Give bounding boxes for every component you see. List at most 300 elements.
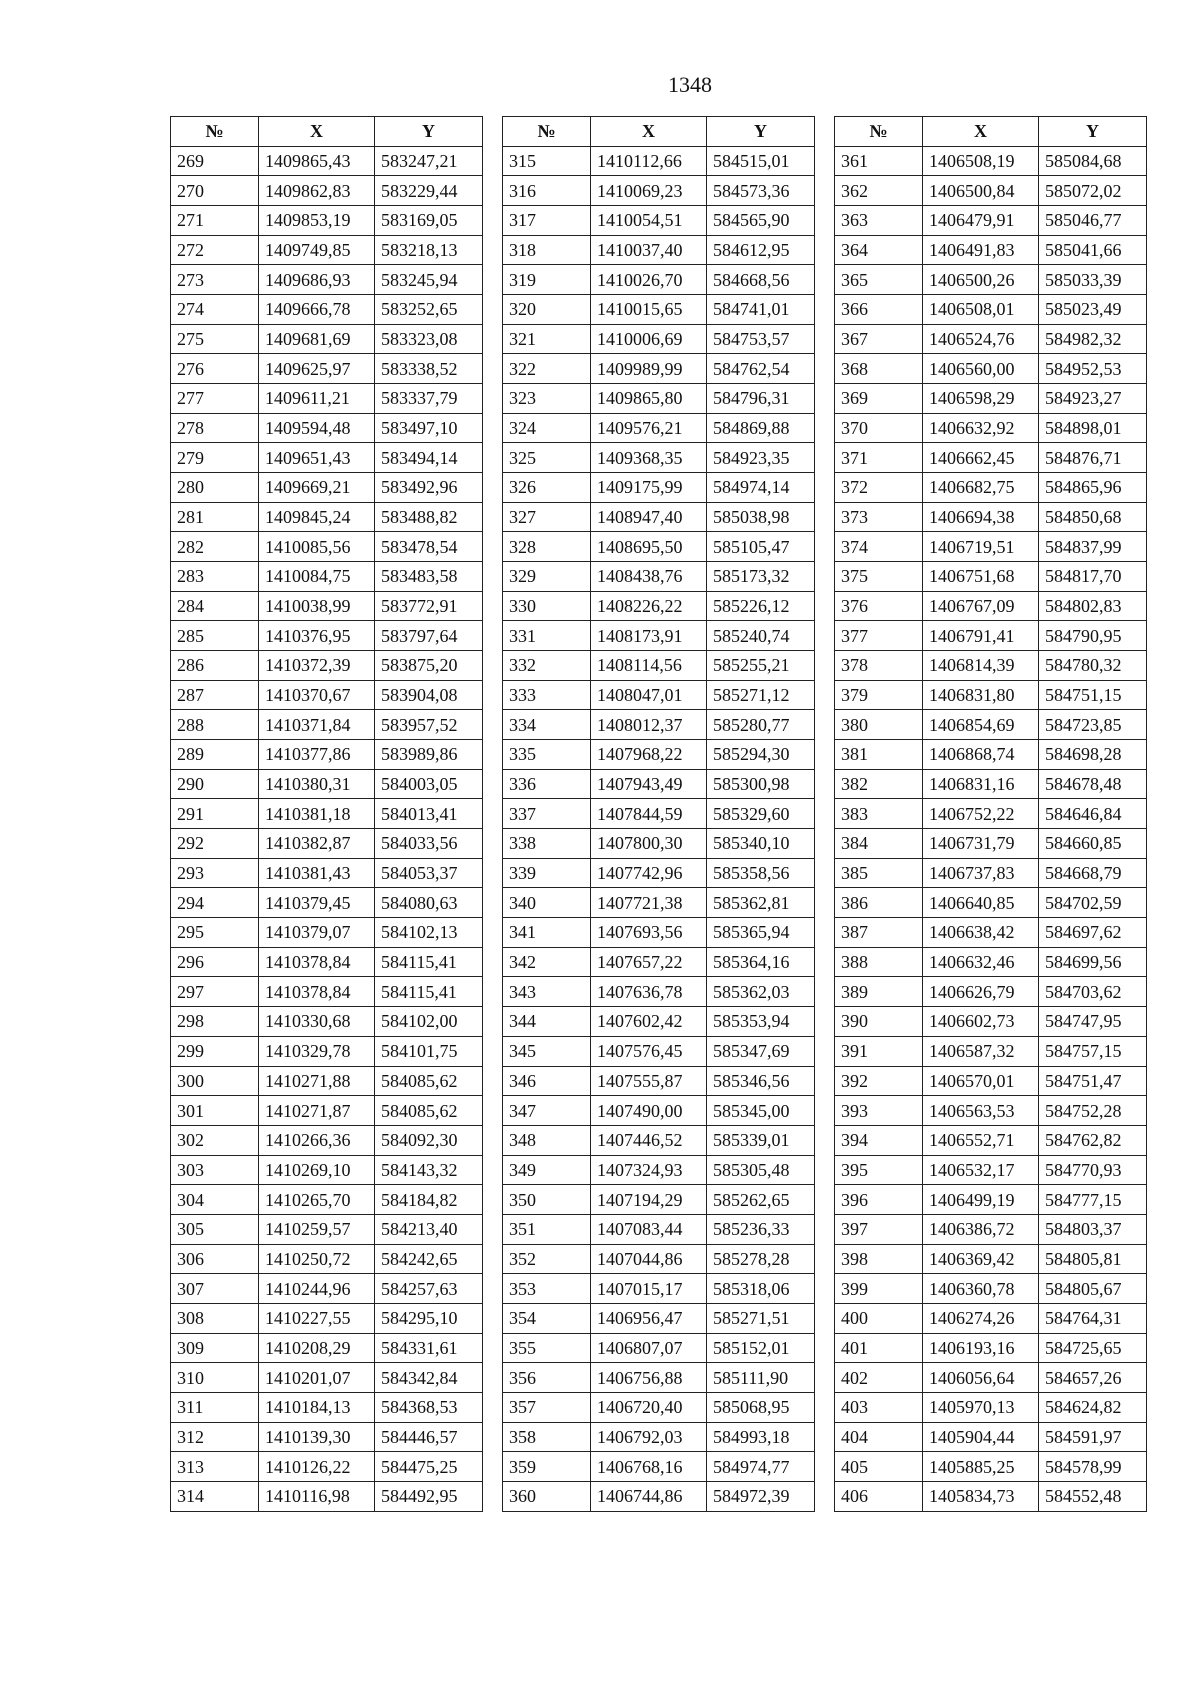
- cell-x: 1406500,26: [923, 265, 1039, 295]
- table-row: [171, 1392, 483, 1422]
- cell-number: 377: [835, 621, 923, 651]
- table-row: [171, 1333, 483, 1363]
- table-row: [171, 1185, 483, 1215]
- cell-number: 319: [503, 265, 591, 295]
- table-row: [171, 443, 483, 473]
- cell-x: 1407742,96: [591, 858, 707, 888]
- cell-x: 1410330,68: [259, 1007, 375, 1037]
- cell-y: 584837,99: [1039, 532, 1147, 562]
- table-row: [171, 621, 483, 651]
- table-row: [503, 1096, 815, 1126]
- cell-number: 358: [503, 1422, 591, 1452]
- cell-y: 583169,05: [375, 206, 483, 236]
- cell-number: 373: [835, 502, 923, 532]
- cell-number: 317: [503, 206, 591, 236]
- cell-x: 1407800,30: [591, 829, 707, 859]
- cell-y: 585068,95: [707, 1392, 815, 1422]
- cell-y: 584790,95: [1039, 621, 1147, 651]
- table-row: [835, 206, 1147, 236]
- cell-y: 585173,32: [707, 562, 815, 592]
- table-row: [503, 502, 815, 532]
- table-row: [835, 710, 1147, 740]
- cell-y: 584796,31: [707, 384, 815, 414]
- table-row: [171, 799, 483, 829]
- page-number: 1348: [668, 72, 712, 97]
- cell-x: 1410378,84: [259, 977, 375, 1007]
- cell-x: 1410139,30: [259, 1422, 375, 1452]
- cell-x: 1410250,72: [259, 1244, 375, 1274]
- table-row: [835, 295, 1147, 325]
- cell-y: 585041,66: [1039, 235, 1147, 265]
- cell-y: 584923,35: [707, 443, 815, 473]
- table-row: [835, 532, 1147, 562]
- cell-x: 1410126,22: [259, 1452, 375, 1482]
- cell-x: 1406767,09: [923, 591, 1039, 621]
- cell-number: 362: [835, 176, 923, 206]
- table-row: [171, 1007, 483, 1037]
- cell-y: 584752,28: [1039, 1096, 1147, 1126]
- cell-x: 1406524,76: [923, 324, 1039, 354]
- cell-number: 397: [835, 1214, 923, 1244]
- table-row: [835, 1333, 1147, 1363]
- cell-number: 296: [171, 947, 259, 977]
- cell-x: 1406626,79: [923, 977, 1039, 1007]
- cell-x: 1406792,03: [591, 1422, 707, 1452]
- cell-x: 1406632,92: [923, 413, 1039, 443]
- table-row: [835, 443, 1147, 473]
- cell-y: 584085,62: [375, 1096, 483, 1126]
- cell-x: 1406854,69: [923, 710, 1039, 740]
- cell-number: 352: [503, 1244, 591, 1274]
- table-row: [835, 829, 1147, 859]
- cell-y: 584725,65: [1039, 1333, 1147, 1363]
- cell-number: 300: [171, 1066, 259, 1096]
- cell-x: 1409749,85: [259, 235, 375, 265]
- cell-y: 584770,93: [1039, 1155, 1147, 1185]
- cell-y: 585339,01: [707, 1125, 815, 1155]
- table-row: [503, 1392, 815, 1422]
- table-row: [503, 443, 815, 473]
- cell-y: 584923,27: [1039, 384, 1147, 414]
- cell-y: 584898,01: [1039, 413, 1147, 443]
- cell-x: 1407555,87: [591, 1066, 707, 1096]
- cell-y: 584092,30: [375, 1125, 483, 1155]
- cell-y: 584876,71: [1039, 443, 1147, 473]
- cell-y: 584777,15: [1039, 1185, 1147, 1215]
- cell-y: 585033,39: [1039, 265, 1147, 295]
- table-row: [171, 1363, 483, 1393]
- table-row: [835, 354, 1147, 384]
- table-row: [171, 710, 483, 740]
- cell-number: 336: [503, 769, 591, 799]
- cell-x: 1408226,22: [591, 591, 707, 621]
- cell-y: 584972,39: [707, 1481, 815, 1511]
- table-row: [503, 1155, 815, 1185]
- table-row: [835, 888, 1147, 918]
- cell-y: 585038,98: [707, 502, 815, 532]
- cell-x: 1407844,59: [591, 799, 707, 829]
- cell-x: 1410378,84: [259, 947, 375, 977]
- cell-number: 273: [171, 265, 259, 295]
- cell-x: 1410372,39: [259, 651, 375, 681]
- table-row: [171, 888, 483, 918]
- table-row: [835, 1392, 1147, 1422]
- cell-x: 1409686,93: [259, 265, 375, 295]
- cell-x: 1406791,41: [923, 621, 1039, 651]
- cell-y: 584242,65: [375, 1244, 483, 1274]
- cell-x: 1406274,26: [923, 1303, 1039, 1333]
- cell-y: 584723,85: [1039, 710, 1147, 740]
- cell-y: 584080,63: [375, 888, 483, 918]
- cell-y: 585305,48: [707, 1155, 815, 1185]
- cell-x: 1409853,19: [259, 206, 375, 236]
- cell-x: 1410069,23: [591, 176, 707, 206]
- table-row: [503, 1422, 815, 1452]
- table-row: [171, 680, 483, 710]
- cell-number: 280: [171, 473, 259, 503]
- cell-number: 342: [503, 947, 591, 977]
- cell-number: 394: [835, 1125, 923, 1155]
- cell-x: 1410037,40: [591, 235, 707, 265]
- cell-number: 369: [835, 384, 923, 414]
- cell-x: 1406868,74: [923, 740, 1039, 770]
- header-y: Y: [375, 117, 483, 147]
- cell-y: 585023,49: [1039, 295, 1147, 325]
- cell-number: 301: [171, 1096, 259, 1126]
- cell-x: 1410038,99: [259, 591, 375, 621]
- table-row: [171, 473, 483, 503]
- table-row: [503, 710, 815, 740]
- table-row: [835, 918, 1147, 948]
- cell-number: 371: [835, 443, 923, 473]
- header-y: Y: [707, 117, 815, 147]
- cell-y: 584703,62: [1039, 977, 1147, 1007]
- cell-y: 585362,81: [707, 888, 815, 918]
- table-row: [171, 532, 483, 562]
- table-row: [171, 591, 483, 621]
- cell-y: 584699,56: [1039, 947, 1147, 977]
- cell-number: 374: [835, 532, 923, 562]
- cell-number: 401: [835, 1333, 923, 1363]
- table-row: [503, 473, 815, 503]
- cell-y: 584331,61: [375, 1333, 483, 1363]
- cell-x: 1408047,01: [591, 680, 707, 710]
- cell-x: 1406056,64: [923, 1363, 1039, 1393]
- table-row: [503, 621, 815, 651]
- cell-number: 329: [503, 562, 591, 592]
- cell-x: 1407602,42: [591, 1007, 707, 1037]
- cell-x: 1410015,65: [591, 295, 707, 325]
- cell-number: 288: [171, 710, 259, 740]
- cell-number: 375: [835, 562, 923, 592]
- cell-number: 354: [503, 1303, 591, 1333]
- table-row: [835, 1007, 1147, 1037]
- cell-number: 308: [171, 1303, 259, 1333]
- cell-x: 1406719,51: [923, 532, 1039, 562]
- cell-number: 372: [835, 473, 923, 503]
- cell-y: 584660,85: [1039, 829, 1147, 859]
- cell-y: 584101,75: [375, 1036, 483, 1066]
- cell-y: 585240,74: [707, 621, 815, 651]
- cell-number: 292: [171, 829, 259, 859]
- cell-number: 333: [503, 680, 591, 710]
- cell-y: 584668,56: [707, 265, 815, 295]
- table-row: [835, 858, 1147, 888]
- cell-number: 305: [171, 1214, 259, 1244]
- cell-y: 585340,10: [707, 829, 815, 859]
- cell-number: 297: [171, 977, 259, 1007]
- cell-y: 583497,10: [375, 413, 483, 443]
- table-row: [503, 740, 815, 770]
- cell-number: 357: [503, 1392, 591, 1422]
- cell-number: 287: [171, 680, 259, 710]
- header-number: №: [171, 117, 259, 147]
- cell-number: 276: [171, 354, 259, 384]
- cell-number: 389: [835, 977, 923, 1007]
- cell-y: 584698,28: [1039, 740, 1147, 770]
- cell-number: 402: [835, 1363, 923, 1393]
- cell-y: 584295,10: [375, 1303, 483, 1333]
- cell-y: 585362,03: [707, 977, 815, 1007]
- cell-x: 1406662,45: [923, 443, 1039, 473]
- cell-y: 585346,56: [707, 1066, 815, 1096]
- cell-y: 584753,57: [707, 324, 815, 354]
- table-row: [503, 235, 815, 265]
- table-row: [835, 265, 1147, 295]
- cell-number: 344: [503, 1007, 591, 1037]
- cell-number: 275: [171, 324, 259, 354]
- table-row: [835, 1303, 1147, 1333]
- cell-y: 585365,94: [707, 918, 815, 948]
- coordinate-table-3: [834, 116, 1147, 1512]
- cell-number: 350: [503, 1185, 591, 1215]
- cell-y: 584492,95: [375, 1481, 483, 1511]
- cell-y: 585111,90: [707, 1363, 815, 1393]
- table-row: [171, 206, 483, 236]
- cell-x: 1410266,36: [259, 1125, 375, 1155]
- cell-y: 584143,32: [375, 1155, 483, 1185]
- table-row: [503, 413, 815, 443]
- cell-y: 584342,84: [375, 1363, 483, 1393]
- cell-x: 1406598,29: [923, 384, 1039, 414]
- table-row: [171, 769, 483, 799]
- table-row: [835, 235, 1147, 265]
- table-row: [171, 1125, 483, 1155]
- cell-number: 343: [503, 977, 591, 1007]
- cell-x: 1408947,40: [591, 502, 707, 532]
- cell-number: 290: [171, 769, 259, 799]
- cell-x: 1407636,78: [591, 977, 707, 1007]
- cell-y: 584764,31: [1039, 1303, 1147, 1333]
- cell-number: 330: [503, 591, 591, 621]
- cell-y: 584565,90: [707, 206, 815, 236]
- cell-y: 584668,79: [1039, 858, 1147, 888]
- cell-x: 1406731,79: [923, 829, 1039, 859]
- cell-x: 1406751,68: [923, 562, 1039, 592]
- table-row: [503, 1244, 815, 1274]
- cell-x: 1410084,75: [259, 562, 375, 592]
- table-row: [503, 651, 815, 681]
- cell-y: 584475,25: [375, 1452, 483, 1482]
- table-row: [171, 295, 483, 325]
- cell-number: 346: [503, 1066, 591, 1096]
- cell-number: 279: [171, 443, 259, 473]
- cell-number: 390: [835, 1007, 923, 1037]
- header-y: Y: [1039, 117, 1147, 147]
- cell-x: 1410259,57: [259, 1214, 375, 1244]
- cell-y: 584974,77: [707, 1452, 815, 1482]
- cell-x: 1407693,56: [591, 918, 707, 948]
- cell-y: 584762,54: [707, 354, 815, 384]
- cell-x: 1406499,19: [923, 1185, 1039, 1215]
- cell-number: 384: [835, 829, 923, 859]
- cell-x: 1406694,38: [923, 502, 1039, 532]
- cell-y: 583247,21: [375, 146, 483, 176]
- table-row: [503, 769, 815, 799]
- table-row: [171, 146, 483, 176]
- cell-y: 584780,32: [1039, 651, 1147, 681]
- cell-x: 1407194,29: [591, 1185, 707, 1215]
- cell-number: 274: [171, 295, 259, 325]
- cell-x: 1410380,31: [259, 769, 375, 799]
- cell-y: 584993,18: [707, 1422, 815, 1452]
- table-row: [503, 591, 815, 621]
- cell-y: 584612,95: [707, 235, 815, 265]
- cell-x: 1409611,21: [259, 384, 375, 414]
- cell-number: 338: [503, 829, 591, 859]
- cell-x: 1408012,37: [591, 710, 707, 740]
- cell-x: 1406682,75: [923, 473, 1039, 503]
- cell-y: 584702,59: [1039, 888, 1147, 918]
- table-row: [835, 769, 1147, 799]
- cell-x: 1410201,07: [259, 1363, 375, 1393]
- cell-y: 584624,82: [1039, 1392, 1147, 1422]
- cell-x: 1406737,83: [923, 858, 1039, 888]
- cell-y: 584751,47: [1039, 1066, 1147, 1096]
- cell-number: 285: [171, 621, 259, 651]
- cell-x: 1406752,22: [923, 799, 1039, 829]
- table-row: [835, 384, 1147, 414]
- cell-number: 388: [835, 947, 923, 977]
- cell-y: 585345,00: [707, 1096, 815, 1126]
- cell-y: 583252,65: [375, 295, 483, 325]
- cell-x: 1408695,50: [591, 532, 707, 562]
- table-row: [835, 1274, 1147, 1304]
- cell-x: 1410382,87: [259, 829, 375, 859]
- cell-x: 1406640,85: [923, 888, 1039, 918]
- cell-x: 1408173,91: [591, 621, 707, 651]
- cell-y: 584678,48: [1039, 769, 1147, 799]
- cell-x: 1410271,87: [259, 1096, 375, 1126]
- cell-x: 1410112,66: [591, 146, 707, 176]
- cell-number: 364: [835, 235, 923, 265]
- cell-y: 583492,96: [375, 473, 483, 503]
- cell-number: 378: [835, 651, 923, 681]
- cell-y: 585262,65: [707, 1185, 815, 1215]
- cell-y: 584003,05: [375, 769, 483, 799]
- table-row: [171, 413, 483, 443]
- cell-x: 1406570,01: [923, 1066, 1039, 1096]
- table-row: [503, 1036, 815, 1066]
- cell-y: 584102,00: [375, 1007, 483, 1037]
- cell-y: 584974,14: [707, 473, 815, 503]
- cell-y: 584591,97: [1039, 1422, 1147, 1452]
- cell-x: 1410026,70: [591, 265, 707, 295]
- cell-y: 583337,79: [375, 384, 483, 414]
- cell-y: 584982,32: [1039, 324, 1147, 354]
- table-row: [503, 384, 815, 414]
- cell-number: 314: [171, 1481, 259, 1511]
- cell-x: 1410379,07: [259, 918, 375, 948]
- cell-x: 1407044,86: [591, 1244, 707, 1274]
- cell-x: 1406386,72: [923, 1214, 1039, 1244]
- cell-x: 1410377,86: [259, 740, 375, 770]
- cell-x: 1410381,18: [259, 799, 375, 829]
- table-header-row: [503, 117, 815, 147]
- table-row: [171, 562, 483, 592]
- cell-x: 1407083,44: [591, 1214, 707, 1244]
- table-row: [171, 1155, 483, 1185]
- cell-number: 316: [503, 176, 591, 206]
- table-row: [171, 829, 483, 859]
- table-row: [503, 1185, 815, 1215]
- cell-x: 1406744,86: [591, 1481, 707, 1511]
- table-row: [503, 1363, 815, 1393]
- cell-number: 400: [835, 1303, 923, 1333]
- cell-number: 405: [835, 1452, 923, 1482]
- cell-number: 327: [503, 502, 591, 532]
- cell-x: 1406552,71: [923, 1125, 1039, 1155]
- cell-y: 583488,82: [375, 502, 483, 532]
- cell-number: 332: [503, 651, 591, 681]
- cell-x: 1407490,00: [591, 1096, 707, 1126]
- cell-number: 404: [835, 1422, 923, 1452]
- cell-number: 340: [503, 888, 591, 918]
- cell-y: 584573,36: [707, 176, 815, 206]
- table-row: [503, 1066, 815, 1096]
- cell-number: 359: [503, 1452, 591, 1482]
- table-row: [171, 1422, 483, 1452]
- cell-x: 1406563,53: [923, 1096, 1039, 1126]
- cell-number: 289: [171, 740, 259, 770]
- cell-y: 584085,62: [375, 1066, 483, 1096]
- cell-number: 351: [503, 1214, 591, 1244]
- table-row: [171, 265, 483, 295]
- table-row: [835, 473, 1147, 503]
- table-row: [503, 265, 815, 295]
- cell-y: 584803,37: [1039, 1214, 1147, 1244]
- cell-number: 356: [503, 1363, 591, 1393]
- cell-y: 584552,48: [1039, 1481, 1147, 1511]
- cell-y: 585358,56: [707, 858, 815, 888]
- table-row: [503, 1481, 815, 1511]
- cell-number: 307: [171, 1274, 259, 1304]
- table-row: [835, 1155, 1147, 1185]
- cell-y: 584952,53: [1039, 354, 1147, 384]
- cell-x: 1410376,95: [259, 621, 375, 651]
- cell-number: 392: [835, 1066, 923, 1096]
- cell-number: 395: [835, 1155, 923, 1185]
- cell-y: 585318,06: [707, 1274, 815, 1304]
- cell-y: 585353,94: [707, 1007, 815, 1037]
- cell-x: 1406807,07: [591, 1333, 707, 1363]
- cell-y: 583989,86: [375, 740, 483, 770]
- cell-number: 353: [503, 1274, 591, 1304]
- table-row: [835, 799, 1147, 829]
- header-x: X: [923, 117, 1039, 147]
- cell-y: 584697,62: [1039, 918, 1147, 948]
- table-row: [835, 1244, 1147, 1274]
